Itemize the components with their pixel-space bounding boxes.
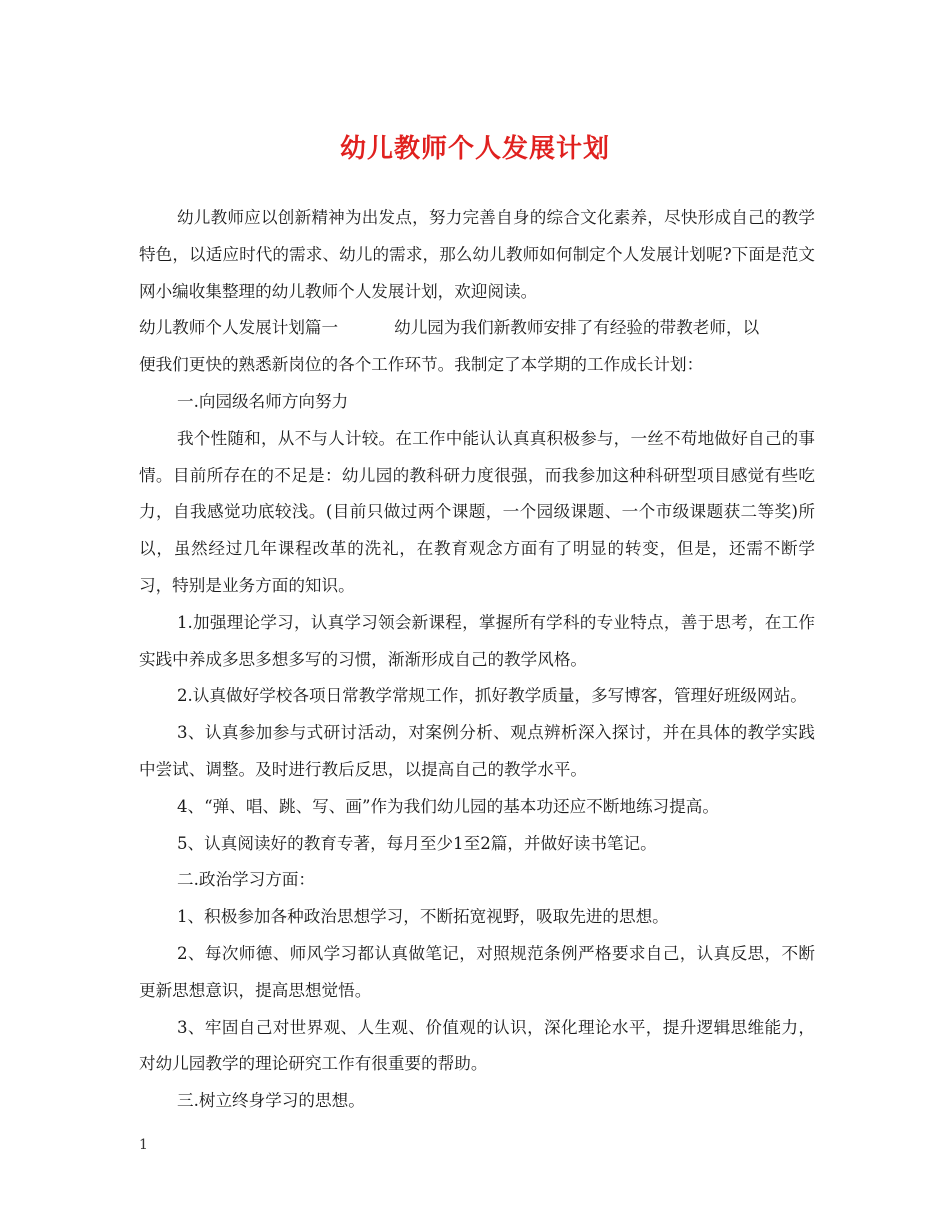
document-body bbox=[139, 200, 815, 1120]
item-2-1: 1、积极参加各种政治思想学习，不断拓宽视野，吸取先进的思想。 bbox=[177, 907, 669, 927]
section-heading-3: 三.树立终身学习的思想。 bbox=[177, 1091, 365, 1111]
section-heading-2: 二.政治学习方面： bbox=[177, 870, 316, 890]
item-2-2: 2、每次师德、师风学习都认真做笔记，对照规范条例严格要求自己，认真反思，不断更新思想意识，提高思想觉悟。 bbox=[139, 943, 815, 1000]
item-1-4: 4、“弹、唱、跳、写、画”作为我们幼儿园的基本功还应不断地练习提高。 bbox=[177, 796, 719, 816]
section-heading-1: 一.向园级名师方向努力 bbox=[177, 391, 349, 411]
paragraph-self-assessment: 我个性随和，从不与人计较。在工作中能认认真真积极参与，一丝不苟地做好自己的事情。目前所存在的不足是：幼儿园的教科研力度很强，而我参加这种科研型项目感觉有些吃力，自我感觉功底较浅。(目前只做过两个课题，一个园级课题、一个市级课题获二等奖)所以，虽然经过几年课程改革的洗礼，在教育观念方面有了明显的转变，但是，还需不断学习，特别是业务方面的知识。 bbox=[139, 428, 815, 595]
document-title: 幼儿教师个人发展计划 bbox=[339, 134, 610, 164]
intro-paragraph: 幼儿教师应以创新精神为出发点，努力完善自身的综合文化素养，尽快形成自己的教学特色，以适应时代的需求、幼儿的需求，那么幼儿教师如何制定个人发展计划呢?下面是范文网小编收集整理的幼儿教师个人发展计划，欢迎阅读。 bbox=[139, 208, 815, 301]
item-2-3: 3、牢固自己对世界观、人生观、价值观的认识，深化理论水平，提升逻辑思维能力，对幼儿园教学的理论研究工作有很重要的帮助。 bbox=[139, 1017, 815, 1074]
plan-heading-line bbox=[139, 310, 815, 347]
plan-intro-continued: 便我们更快的熟悉新岗位的各个工作环节。我制定了本学期的工作成长计划： bbox=[139, 355, 704, 375]
plan-intro: 幼儿园为我们新教师安排了有经验的带教老师，以 bbox=[394, 318, 760, 338]
page-number: 1 bbox=[139, 1137, 148, 1153]
item-1-1: 1.加强理论学习，认真学习领会新课程，掌握所有学科的专业特点，善于思考，在工作实践中养成多思多想多写的习惯，渐渐形成自己的教学风格。 bbox=[139, 612, 815, 669]
item-1-3: 3、认真参加参与式研讨活动，对案例分析、观点辨析深入探讨，并在具体的教学实践中尝试、调整。及时进行教后反思，以提高自己的教学水平。 bbox=[139, 723, 815, 779]
plan-heading: 幼儿教师个人发展计划篇一 bbox=[139, 318, 339, 338]
item-1-2: 2.认真做好学校各项日常教学常规工作，抓好教学质量，多写博客，管理好班级网站。 bbox=[177, 686, 807, 706]
item-1-5: 5、认真阅读好的教育专著，每月至少1至2篇，并做好读书笔记。 bbox=[177, 833, 657, 853]
